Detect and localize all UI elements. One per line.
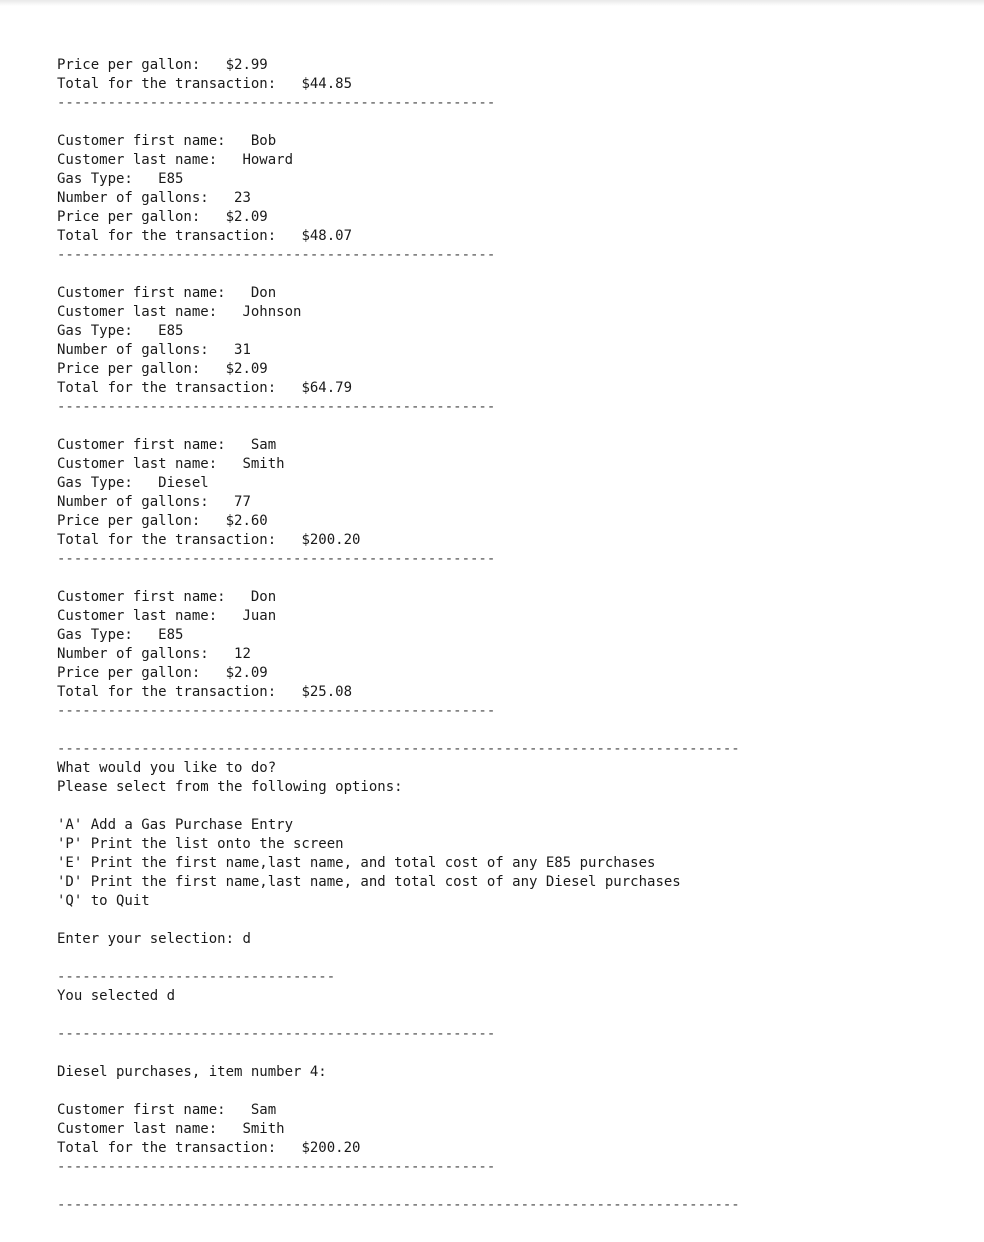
record-separator: ---------------------------------------------------- [57,1026,496,1042]
record-separator: ---------------------------------------------------- [57,95,496,111]
menu-option-quit: 'Q' to Quit [57,893,150,909]
last-name-value: Smith [242,1121,285,1137]
partial-total-line [57,75,957,94]
total-line: Total for the transaction: $200.20 [57,532,361,548]
price-value: $2.99 [225,57,268,73]
gallons-value: 31 [234,342,251,358]
selected-message: You selected d [57,988,176,1004]
short-separator: --------------------------------- [57,969,336,985]
first-name-line: Customer first name: Don [57,589,277,605]
gallons-line: Number of gallons: 77 [57,494,251,510]
last-name-value: Howard [242,152,294,168]
price-value: $2.09 [225,361,268,377]
selection-line[interactable] [57,930,957,949]
gallons-line: Number of gallons: 31 [57,342,251,358]
last-name-line: Customer last name: Juan [57,608,277,624]
gallons-value: 77 [234,494,251,510]
price-label: Price per gallon: [57,57,201,73]
price-value: $2.60 [225,513,268,529]
last-name-line: Customer last name: Smith [57,456,285,472]
gas-type-line: Gas Type: Diesel [57,475,209,491]
total-value: $44.85 [301,76,353,92]
first-name-line: Customer first name: Bob [57,133,277,149]
price-line: Price per gallon: $2.60 [57,513,268,529]
total-line: Total for the transaction: $48.07 [57,228,353,244]
last-name-value: Juan [242,608,277,624]
record-separator: ---------------------------------------------------- [57,551,496,567]
first-name-value: Don [250,589,277,605]
total-line: Total for the transaction: $64.79 [57,380,353,396]
last-name-value: Smith [242,456,285,472]
partial-price-line [57,56,957,75]
record-separator: ---------------------------------------------------- [57,247,496,263]
total-value: $200.20 [301,1140,361,1156]
first-name-value: Bob [250,133,277,149]
gas-type-value: Diesel [158,475,209,491]
last-name-line: Customer last name: Smith [57,1121,285,1137]
gallons-value: 12 [234,646,251,662]
diesel-heading: Diesel purchases, item number 4: [57,1064,327,1080]
last-name-line: Customer last name: Johnson [57,304,302,320]
menu-option-add: 'A' Add a Gas Purchase Entry [57,817,294,833]
record-block [57,132,957,265]
total-line: Total for the transaction: $200.20 [57,1140,361,1156]
diesel-record-block [57,1101,957,1177]
last-name-line: Customer last name: Howard [57,152,294,168]
selection-input[interactable]: d [242,931,251,947]
price-line: Price per gallon: $2.09 [57,209,268,225]
first-name-value: Sam [250,437,277,453]
record-block [57,588,957,721]
menu-option-e85: 'E' Print the first name,last name, and total cost of any E85 purchases [57,855,656,871]
gallons-value: 23 [234,190,251,206]
record-block [57,284,957,417]
gallons-line: Number of gallons: 23 [57,190,251,206]
last-name-value: Johnson [242,304,302,320]
gas-type-value: E85 [158,627,184,643]
first-name-value: Sam [250,1102,277,1118]
record-block [57,436,957,569]
gas-type-value: E85 [158,171,184,187]
menu-instruction: Please select from the following options: [57,779,403,795]
record-separator: ---------------------------------------------------- [57,703,496,719]
record-separator: ---------------------------------------------------- [57,399,496,415]
menu-option-print: 'P' Print the list onto the screen [57,836,344,852]
window-top-shadow [0,0,984,6]
gas-type-line: Gas Type: E85 [57,627,184,643]
first-name-line: Customer first name: Sam [57,437,277,453]
price-line: Price per gallon: $2.09 [57,665,268,681]
first-name-line: Customer first name: Don [57,285,277,301]
record-separator: ---------------------------------------------------- [57,1159,496,1175]
gas-type-value: E85 [158,323,184,339]
first-name-value: Don [250,285,277,301]
price-value: $2.09 [225,665,268,681]
total-value: $48.07 [301,228,353,244]
menu-option-diesel: 'D' Print the first name,last name, and total cost of any Diesel purchases [57,874,681,890]
selection-prompt: Enter your selection: [57,931,235,947]
total-label: Total for the transaction: [57,76,277,92]
menu-separator: --------------------------------------------------------------------------------- [57,741,740,757]
gas-type-line: Gas Type: E85 [57,171,184,187]
gas-type-line: Gas Type: E85 [57,323,184,339]
total-line: Total for the transaction: $25.08 [57,684,353,700]
menu-prompt: What would you like to do? [57,760,277,776]
total-value: $64.79 [301,380,353,396]
first-name-line: Customer first name: Sam [57,1102,277,1118]
total-value: $200.20 [301,532,361,548]
price-value: $2.09 [225,209,268,225]
console-output [57,56,957,1215]
gallons-line: Number of gallons: 12 [57,646,251,662]
menu-separator: --------------------------------------------------------------------------------- [57,1197,740,1213]
total-value: $25.08 [301,684,353,700]
price-line: Price per gallon: $2.09 [57,361,268,377]
